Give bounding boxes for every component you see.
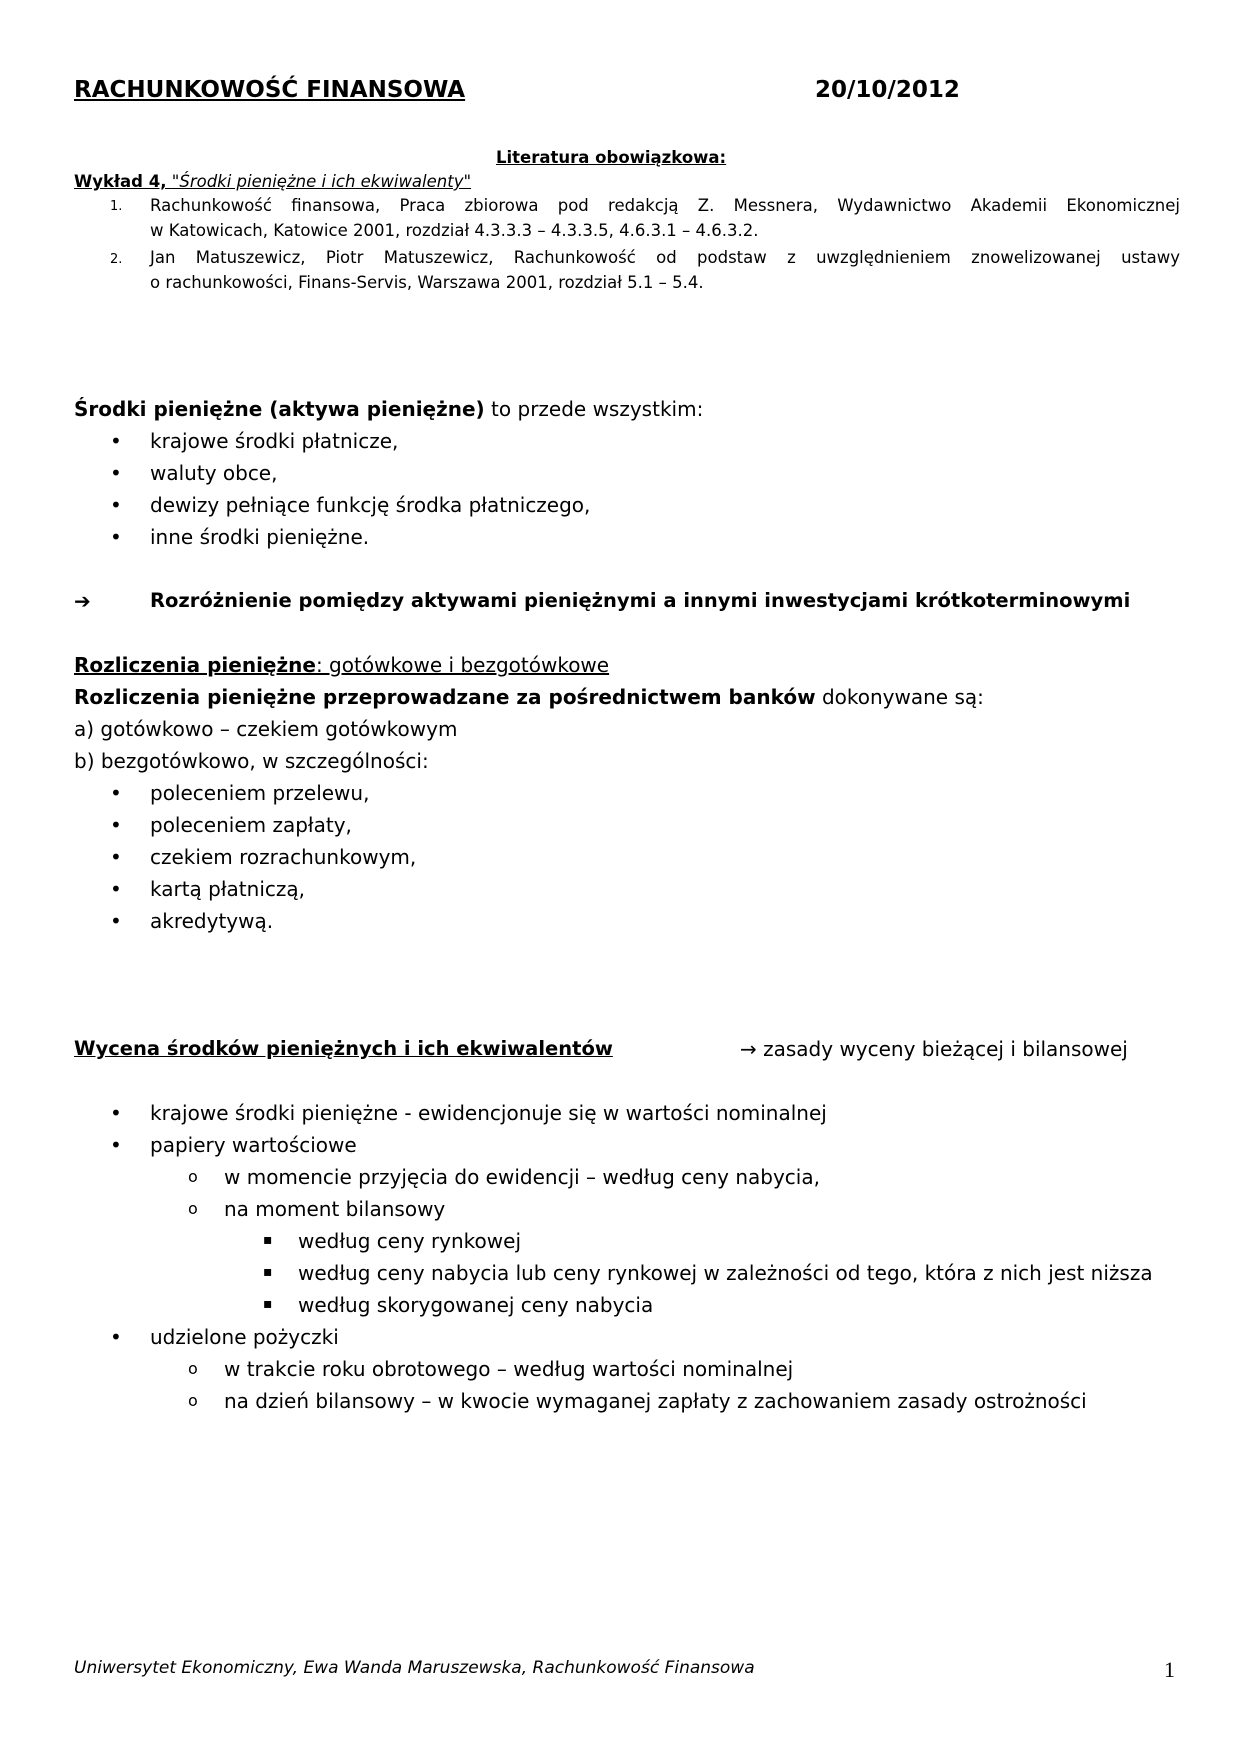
arrow-right-icon: ➔ bbox=[74, 589, 91, 613]
square-bullet-icon: ▪ bbox=[263, 1296, 273, 1312]
list-item: udzielone pożyczki bbox=[150, 1325, 339, 1349]
srodki-definition bbox=[74, 397, 703, 421]
list-item: dewizy pełniące funkcję środka płatniczego, bbox=[150, 493, 591, 517]
ref-line: w Katowicach, Katowice 2001, rozdział 4.3.3.3 – 4.3.3.5, 4.6.3.1 – 4.6.3.2. bbox=[150, 221, 759, 240]
bullet-icon: • bbox=[110, 813, 122, 837]
bullet-icon: • bbox=[110, 493, 122, 517]
bullet-icon: • bbox=[110, 1101, 122, 1125]
circle-bullet-icon: o bbox=[188, 1391, 198, 1410]
list-item: krajowe środki płatnicze, bbox=[150, 429, 399, 453]
list-item: inne środki pieniężne. bbox=[150, 525, 370, 549]
ref-line: Jan Matuszewicz, Piotr Matuszewicz, Rachunkowość od podstaw z uwzględnieniem znowelizowanej ustawy bbox=[150, 248, 1180, 267]
lecture-line bbox=[74, 172, 471, 191]
literature-heading: Literatura obowiązkowa: bbox=[496, 148, 727, 167]
rozliczenia-label: Rozliczenia pieniężne bbox=[74, 653, 316, 677]
lecture-topic: "Środki pieniężne i ich ekwiwalenty" bbox=[171, 172, 472, 191]
square-bullet-icon: ▪ bbox=[263, 1264, 273, 1280]
circle-bullet-icon: o bbox=[188, 1167, 198, 1186]
circle-bullet-icon: o bbox=[188, 1199, 198, 1218]
wycena-heading: Wycena środków pieniężnych i ich ekwiwalentów bbox=[74, 1037, 613, 1060]
list-item: akredytywą. bbox=[150, 909, 274, 933]
lecture-label: Wykład 4, bbox=[74, 172, 167, 191]
bullet-icon: • bbox=[110, 909, 122, 933]
page-number: 1 bbox=[1164, 1657, 1175, 1682]
srodki-term: Środki pieniężne (aktywa pieniężne) bbox=[74, 397, 485, 421]
rozliczenia-bank-line bbox=[74, 685, 984, 709]
ref-number: 2. bbox=[110, 252, 123, 267]
ref-line: o rachunkowości, Finans-Servis, Warszawa 2001, rozdział 5.1 – 5.4. bbox=[150, 273, 704, 292]
rozliczenia-types: : gotówkowe i bezgotówkowe bbox=[315, 653, 610, 677]
square-bullet-icon: ▪ bbox=[263, 1232, 273, 1248]
sub-list-item: w trakcie roku obrotowego – według wartości nominalnej bbox=[224, 1357, 794, 1381]
circle-bullet-icon: o bbox=[188, 1359, 198, 1378]
sub-sub-list-item: według ceny rynkowej bbox=[298, 1229, 521, 1253]
ref-number: 1. bbox=[110, 199, 123, 214]
bullet-icon: • bbox=[110, 877, 122, 901]
bullet-icon: • bbox=[110, 1133, 122, 1157]
list-item: waluty obce, bbox=[150, 461, 278, 485]
rozliczenia-line bbox=[74, 653, 609, 677]
list-item: kartą płatniczą, bbox=[150, 877, 305, 901]
sub-list-item: na dzień bilansowy – w kwocie wymaganej zapłaty z zachowaniem zasady ostrożności bbox=[224, 1389, 1087, 1413]
distinction-text: Rozróżnienie pomiędzy aktywami pieniężnymi a innymi inwestycjami krótkoterminowymi bbox=[150, 589, 1131, 612]
list-item: poleceniem przelewu, bbox=[150, 781, 370, 805]
document-title: RACHUNKOWOŚĆ FINANSOWA bbox=[74, 77, 466, 103]
list-item: czekiem rozrachunkowym, bbox=[150, 845, 417, 869]
srodki-rest: to przede wszystkim: bbox=[484, 397, 704, 421]
sub-list-item: w momencie przyjęcia do ewidencji – według ceny nabycia, bbox=[224, 1165, 820, 1189]
rozliczenia-b: b) bezgotówkowo, w szczególności: bbox=[74, 749, 429, 773]
bullet-icon: • bbox=[110, 429, 122, 453]
bullet-icon: • bbox=[110, 525, 122, 549]
arrow-right-icon: → bbox=[740, 1037, 757, 1061]
document-date: 20/10/2012 bbox=[815, 77, 960, 103]
footer-text: Uniwersytet Ekonomiczny, Ewa Wanda Maruszewska, Rachunkowość Finansowa bbox=[74, 1658, 755, 1678]
bullet-icon: • bbox=[110, 781, 122, 805]
rozliczenia-a: a) gotówkowo – czekiem gotówkowym bbox=[74, 717, 458, 741]
wycena-note: zasady wyceny bieżącej i bilansowej bbox=[756, 1037, 1128, 1061]
list-item: krajowe środki pieniężne - ewidencjonuje się w wartości nominalnej bbox=[150, 1101, 827, 1125]
bullet-icon: • bbox=[110, 845, 122, 869]
sub-list-item: na moment bilansowy bbox=[224, 1197, 446, 1221]
sub-sub-list-item: według skorygowanej ceny nabycia bbox=[298, 1293, 654, 1317]
rozliczenia-bank-bold: Rozliczenia pieniężne przeprowadzane za pośrednictwem banków bbox=[74, 685, 816, 709]
bullet-icon: • bbox=[110, 1325, 122, 1349]
sub-sub-list-item: według ceny nabycia lub ceny rynkowej w zależności od tego, która z nich jest niższa bbox=[298, 1261, 1153, 1285]
rozliczenia-bank-rest: dokonywane są: bbox=[815, 685, 984, 709]
wycena-note-line bbox=[740, 1037, 1128, 1061]
list-item: poleceniem zapłaty, bbox=[150, 813, 352, 837]
bullet-icon: • bbox=[110, 461, 122, 485]
list-item: papiery wartościowe bbox=[150, 1133, 357, 1157]
ref-line: Rachunkowość finansowa, Praca zbiorowa pod redakcją Z. Messnera, Wydawnictwo Akademii Ekonomicznej bbox=[150, 196, 1180, 215]
